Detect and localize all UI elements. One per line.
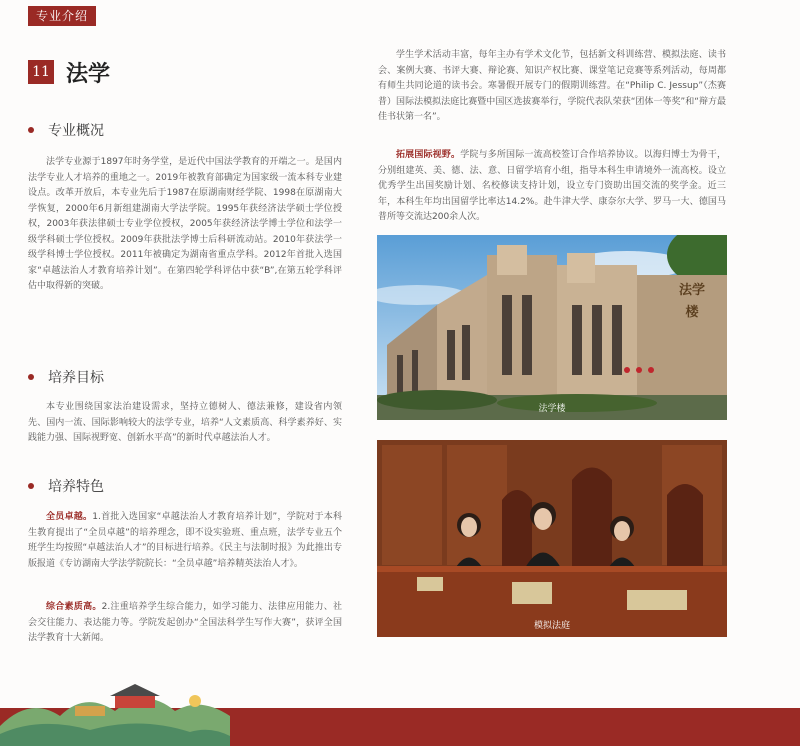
page-title: 法学 bbox=[66, 62, 111, 87]
activities-text: 学生学术活动丰富，每年主办有学术文化节，包括新文科训练营、模拟法庭、读书会、案例大赛、书评大赛、辩论赛、知识产权比赛、课堂笔记竞赛等系列活动，每周都有师生共同论道的读书会。寒暑假开展专门的假期训练营。在“Philip C. Jessup”（杰赛普）国际法模拟法庭比赛暨中国区选拔赛举行，学院代表队荣获“团体一等奖”和“辩方最佳书状第一名”。 bbox=[378, 50, 726, 122]
overview-text: 法学专业源于1897年时务学堂，是近代中国法学教育的开端之一。是国内法学专业人才培养的重地之一。2019年被教育部确定为国家级一流本科专业建设点。改革开放后，本专业先后于1987在原湖南财经学院、1998在原湖南大学恢复，2000年6月新组建湖南大学法学院。1995年获经济法学硕士学位授权，2003年获法律硕士专业学位授权，2005年获经济法学博士学位和法学一级学科硕士学位授权。2009年获批法学博士后科研流动站。2010年获法学一级学科博士学位授权。2011年被确定为湖南省重点学科。2012年首批入选国家“卓越法治人才教育培养计划”。在第四轮学科评估中获“B”,在第五轮学科评估中取得新的突破。 bbox=[28, 157, 342, 291]
goal-text: 本专业围绕国家法治建设需求，坚持立德树人、德法兼修，建设省内领先、国内一流、国际影响较大的法学专业，培养“人文素质高、科学素养好、实践能力强、国际视野宽、创新水平高”的新时代卓越法治人才。 bbox=[28, 402, 342, 443]
major-number: 11 bbox=[28, 60, 54, 84]
goal-heading: 培养目标 bbox=[28, 367, 104, 387]
moot-court-illustration bbox=[377, 440, 727, 637]
international-text: 拓展国际视野。学院与多所国际一流高校签订合作培养协议。以海归博士为骨干，分别组建英、美、德、法、意、日留学培育小组，指导本科生申请境外一流高校。设立优秀学生出国奖励计划、名校修读支持计划，设立专门资助出国交流的奖学金。近三年，本科生年均出国留学比率达14.2%。赴牛津大学、康奈尔大学、罗马一大、德国马普所等交流达200余人次。 bbox=[378, 150, 726, 222]
footer-landscape-illustration bbox=[0, 676, 230, 746]
courtroom-caption: 模拟法庭 bbox=[533, 621, 570, 631]
overview-heading: 专业概况 bbox=[28, 120, 104, 140]
courtroom-photo bbox=[377, 440, 727, 637]
feature-item-2: 综合素质高。2.注重培养学生综合能力，如学习能力、法律应用能力、社会交往能力、表达能力等。学院发起创办“全国法科学生写作大赛”，获评全国法学教育十大新闻。 bbox=[28, 602, 342, 643]
bullet-dot-icon bbox=[28, 127, 34, 133]
building-caption: 法学楼 bbox=[538, 404, 566, 414]
bullet-dot-icon bbox=[28, 374, 34, 380]
bullet-dot-icon bbox=[28, 483, 34, 489]
building-photo bbox=[377, 235, 727, 420]
building-sign: 法学楼 bbox=[678, 283, 705, 320]
section-tag: 专业介绍 bbox=[28, 6, 96, 26]
features-heading: 培养特色 bbox=[28, 476, 104, 496]
law-building-illustration bbox=[377, 235, 727, 420]
feature-item-1: 全员卓越。1.首批入选国家“卓越法治人才教育培养计划”，学院对于本科生教育提出了“全员卓越”的培养理念，即不设实验班、重点班，法学专业五个班学生均按照“卓越法治人才”的目标进行培养。《民主与法制时报》为此推出专版报道《专访湖南大学法学院院长：“全员卓越”培养精英法治人才》。 bbox=[28, 512, 342, 569]
